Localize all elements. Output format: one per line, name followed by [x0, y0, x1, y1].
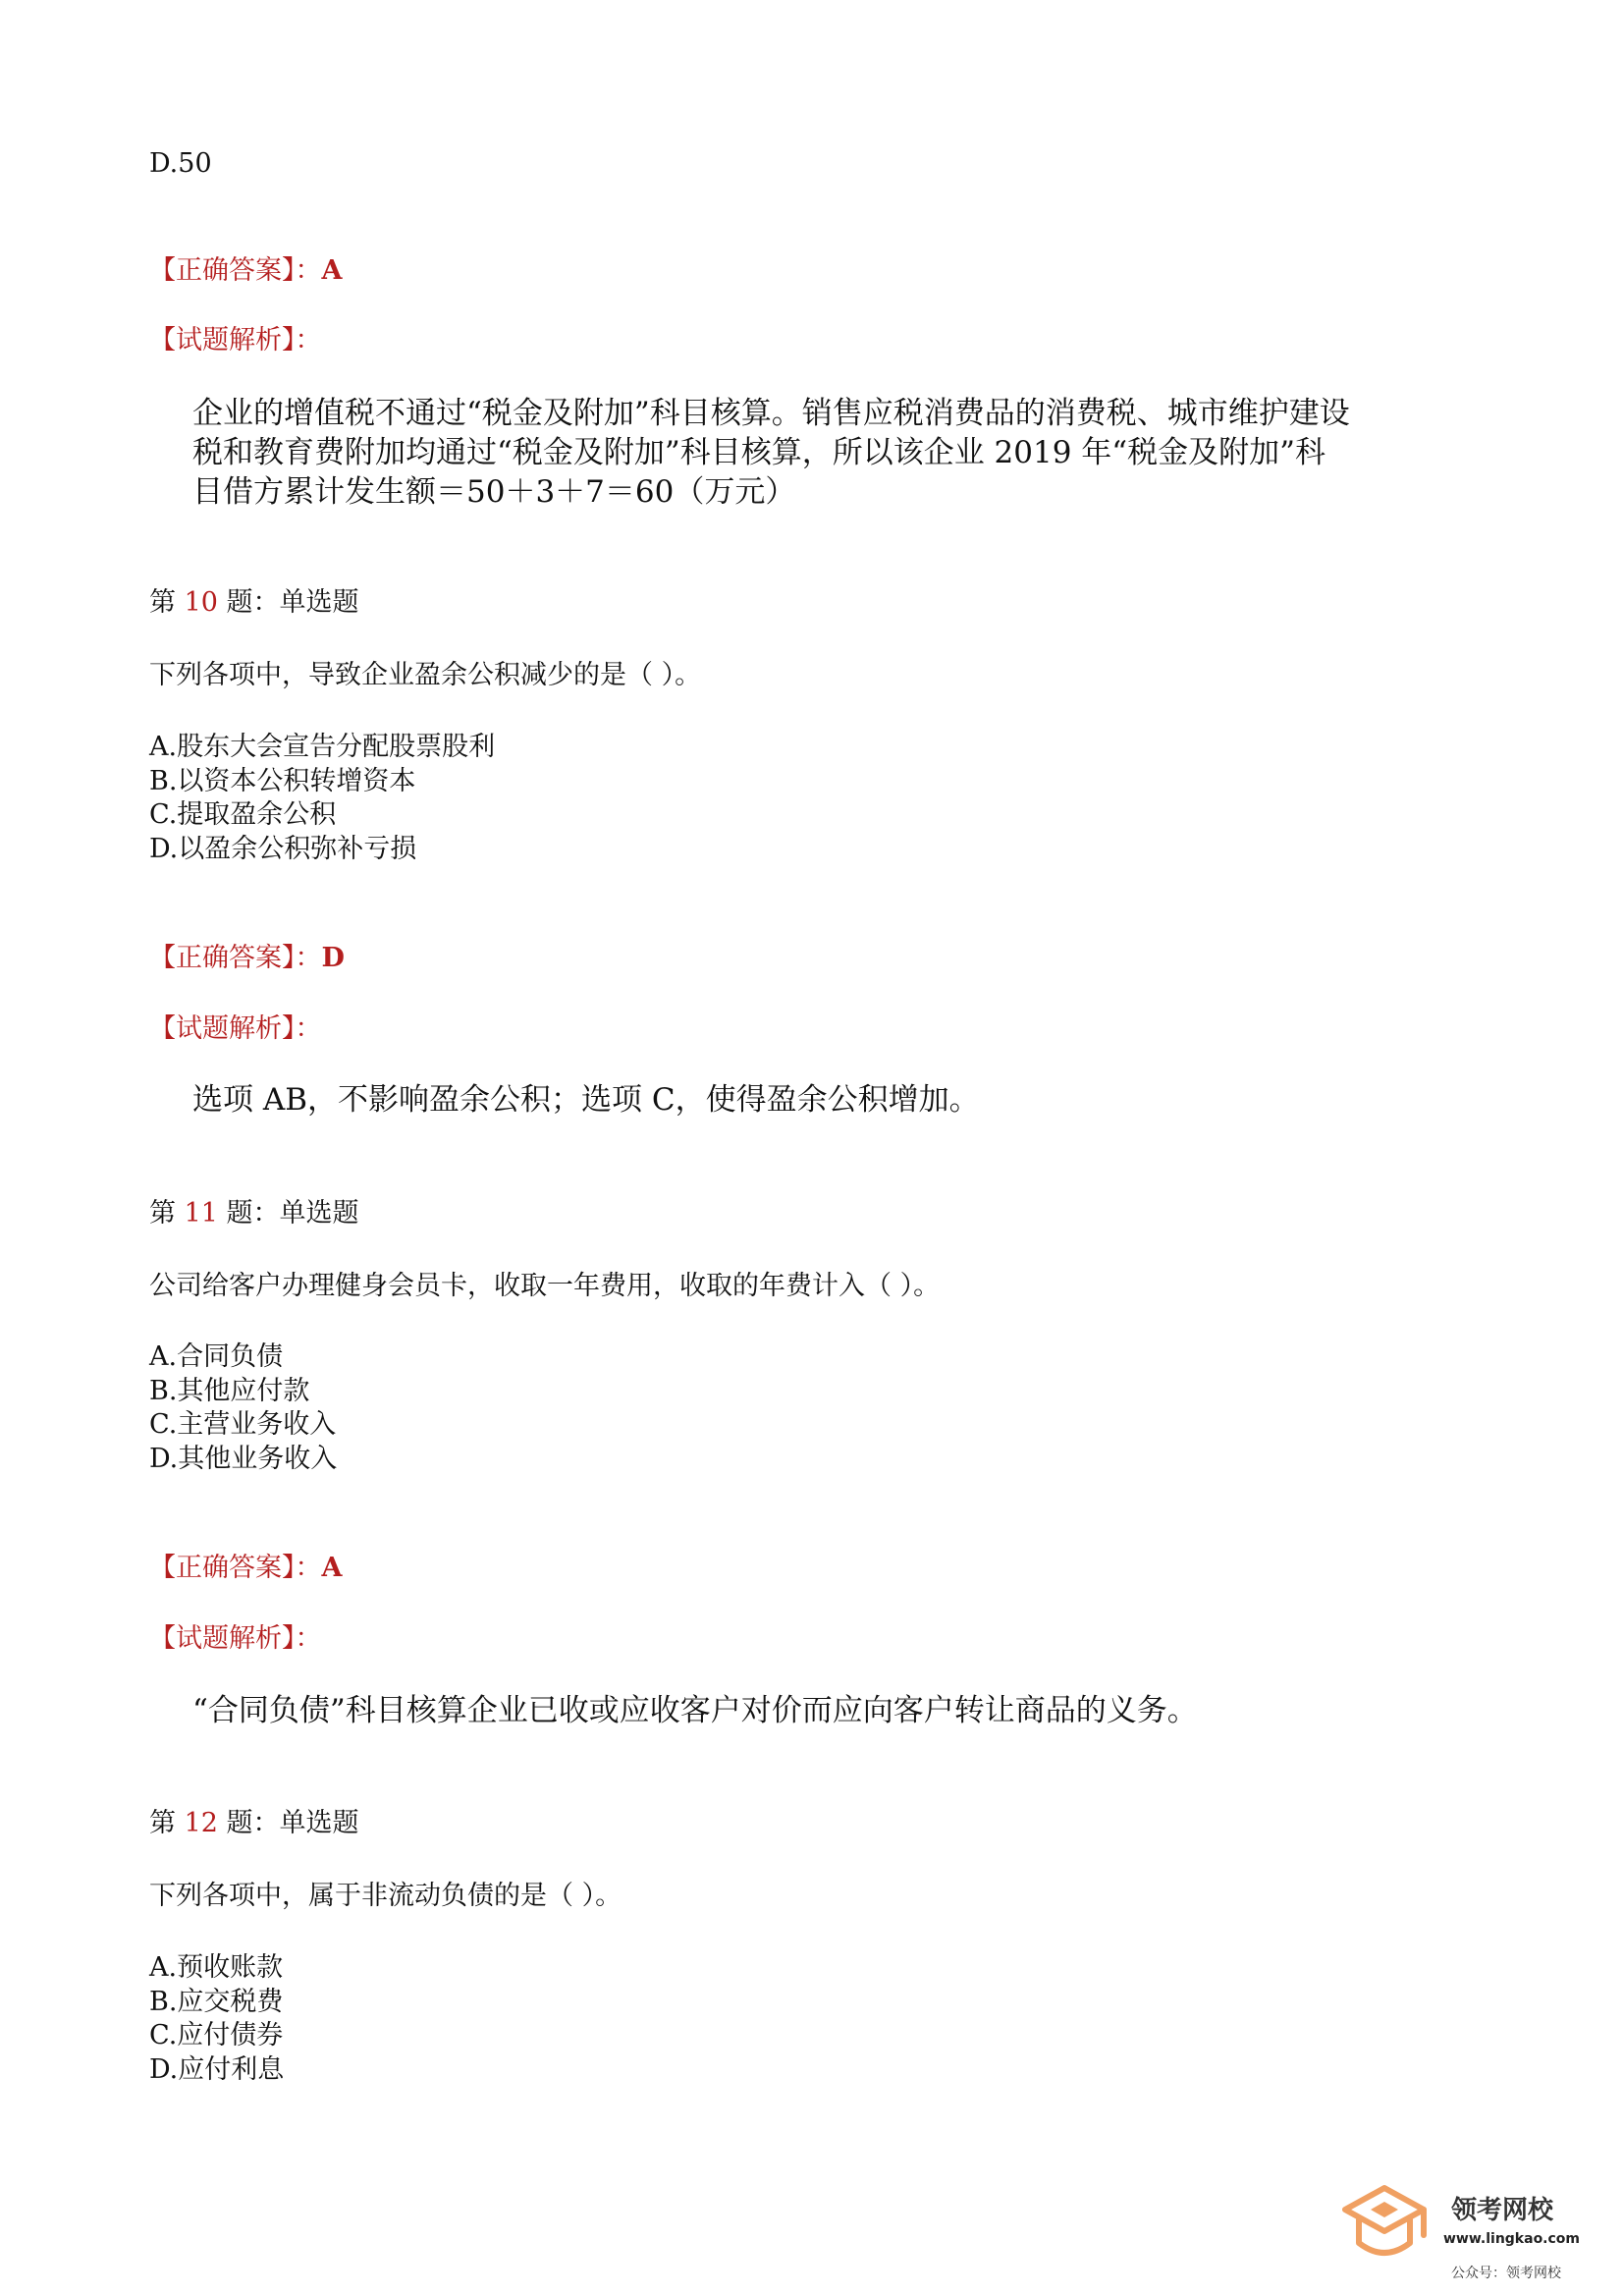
explanation: “合同负债”科目核算企业已收或应收客户对价而应向客户转让商品的义务。 [192, 1693, 1198, 1728]
answer-line: 【正确答案】：A [149, 255, 343, 286]
option-a: A.股东大会宣告分配股票股利 [149, 732, 496, 762]
answer-label: 【正确答案】 [149, 943, 296, 973]
option-list [149, 1951, 284, 2087]
answer-line: 【正确答案】：D [149, 943, 345, 973]
question-number: 11 [184, 1198, 218, 1229]
logo-name: 领考网校 [1451, 2196, 1554, 2225]
question-heading: 第 10 题：单选题 [149, 587, 359, 618]
option-a: A.预收账款 [149, 1952, 284, 1983]
question-text: 下列各项中，导致企业盈余公积减少的是（ ）。 [149, 660, 702, 690]
option-list [149, 731, 495, 866]
graduation-cap-icon [1335, 2178, 1434, 2276]
question-heading: 第 12 题：单选题 [149, 1808, 359, 1838]
option-b: B.以资本公积转增资本 [149, 765, 416, 796]
question-text: 公司给客户办理健身会员卡，收取一年费用，收取的年费计入（ ）。 [149, 1271, 941, 1301]
explanation: 企业的增值税不通过“税金及附加”科目核算。销售应税消费品的消费税、城市维护建设 税和教育费附加均通过“税金及附加”科目核算，所以该企业 2019 年“税金及附加”科 目借方累计发生额＝50＋3＋7＝60（万元） [192, 396, 1350, 510]
answer-value: A [321, 1553, 343, 1583]
option-c: C.主营业务收入 [149, 1409, 337, 1440]
analysis-label: 【试题解析】： [149, 325, 322, 355]
option-a: A.合同负债 [149, 1341, 284, 1372]
question-number: 12 [184, 1808, 218, 1838]
answer-value: A [321, 255, 343, 286]
option-d: D.其他业务收入 [149, 1443, 338, 1474]
option-b: B.应交税费 [149, 1986, 284, 2017]
option-d: D.以盈余公积弥补亏损 [149, 833, 417, 864]
footer-logo [1335, 2178, 1600, 2286]
question-heading: 第 11 题：单选题 [149, 1198, 359, 1229]
option-d: D.应付利息 [149, 2053, 285, 2085]
question-number: 10 [184, 587, 218, 618]
analysis-label: 【试题解析】： [149, 1623, 322, 1654]
option-b: B.其他应付款 [149, 1375, 310, 1406]
answer-value: D [321, 943, 345, 973]
wechat-account: 公众号：领考网校 [1451, 2266, 1561, 2281]
question-text: 下列各项中，属于非流动负债的是（ ）。 [149, 1881, 622, 1911]
analysis-label: 【试题解析】： [149, 1013, 322, 1044]
explanation: 选项 AB，不影响盈余公积；选项 C，使得盈余公积增加。 [192, 1082, 980, 1118]
option-c: C.应付债券 [149, 2020, 284, 2050]
answer-label: 【正确答案】 [149, 255, 296, 286]
option-c: C.提取盈余公积 [149, 799, 337, 830]
option-list [149, 1340, 337, 1476]
logo-url: www.lingkao.com [1443, 2231, 1581, 2247]
answer-line: 【正确答案】：A [149, 1553, 343, 1583]
answer-label: 【正确答案】 [149, 1553, 296, 1583]
option-d: D.50 [149, 148, 212, 179]
